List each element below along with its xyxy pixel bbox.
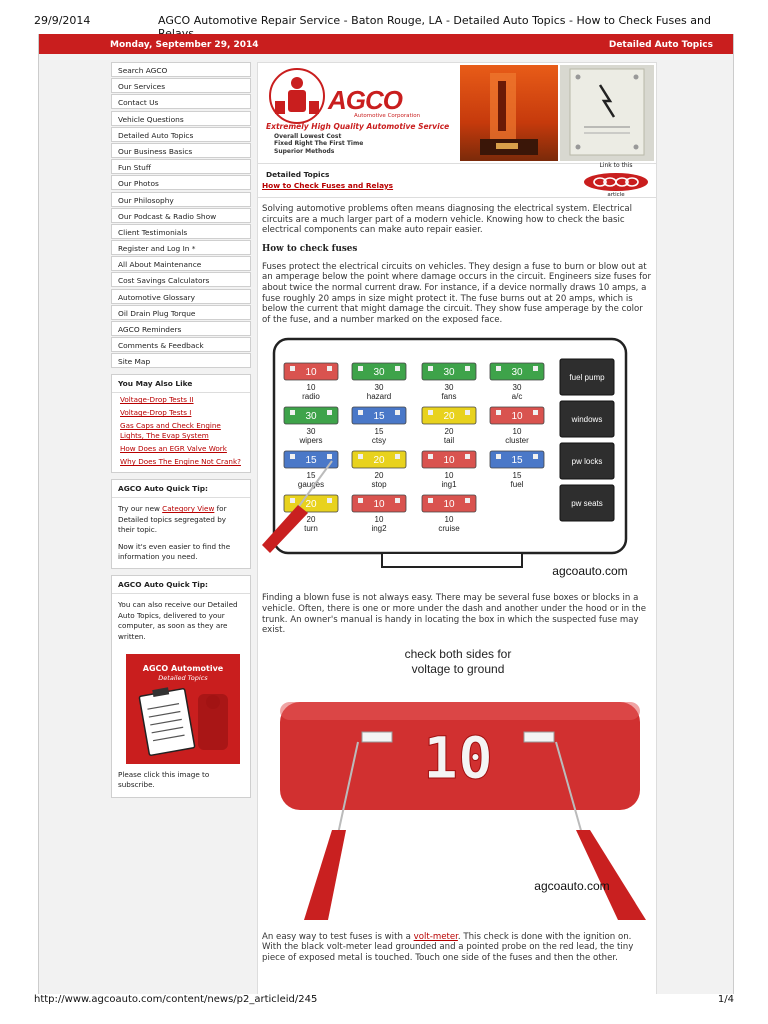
related-link[interactable]: Why Does The Engine Not Crank? (120, 457, 241, 467)
fuse-terminal (327, 366, 332, 371)
main-content (257, 62, 657, 994)
fuse-rating: 20 (444, 427, 454, 437)
article-title-link[interactable]: How to Check Fuses and Relays (262, 181, 394, 190)
link-to-article-badge[interactable] (578, 162, 654, 198)
sidebar-nav-item[interactable]: Site Map (111, 353, 251, 368)
fuses-paragraph: Fuses protect the electrical circuits on vehicles. They design a fuse to burn or blow out at an amperage below the point where damage occurs in the circuit. Engineers size fuses for about twice the normal current draw. For instance, if a device normally draws 10 amps, a fuse roughly 20 amps in size might protect it. The fuse burns out at 20 amps, which is below the current that might damage the circuit. They show fuse amperage by the color of the fuse, and a number marked on the exposed face. (262, 261, 651, 325)
fuse-amp: 10 (443, 499, 455, 511)
sidebar-nav-item[interactable]: All About Maintenance (111, 256, 251, 271)
mechanic-logo-icon (262, 67, 332, 125)
page-frame (38, 34, 734, 994)
fuse-terminal (533, 366, 538, 371)
link-badge-top: Link to this (599, 162, 633, 169)
top-banner (39, 34, 733, 54)
subscribe-image[interactable] (126, 654, 240, 764)
quick-tip-box-1 (111, 479, 251, 569)
print-header (34, 14, 734, 30)
fuse-terminal (496, 454, 501, 459)
article-body (257, 198, 657, 994)
fuse-rating: 10 (306, 383, 316, 393)
related-link[interactable]: How Does an EGR Valve Work (120, 444, 227, 454)
fuse-closeup-figure (262, 644, 652, 924)
print-footer (34, 994, 734, 1008)
fuse-terminal (465, 454, 470, 459)
tip-text-2: Now it's even easier to find the information you need. (118, 541, 231, 561)
volt-meter-link[interactable]: volt-meter (413, 931, 458, 942)
print-url: http://www.agcoauto.com/content/news/p2_articleid/245 (34, 994, 318, 1005)
fuse-circuit-name: turn (304, 524, 318, 534)
fuse-amp: 20 (373, 455, 385, 467)
sidebar-nav-item[interactable]: Our Business Basics (111, 143, 251, 158)
fuse-terminal (496, 410, 501, 415)
fuse-terminal (465, 410, 470, 415)
link-badge-bottom: article (607, 192, 625, 198)
detailed-topics-bar (257, 164, 657, 198)
relay-label: pw locks (571, 457, 603, 467)
voltmeter-paragraph (262, 932, 652, 964)
fuse-rating: 20 (306, 515, 316, 525)
fuse-rating: 10 (512, 427, 522, 437)
fuse-terminal (428, 410, 433, 415)
agco-logo[interactable] (260, 65, 458, 161)
detailed-topics-label: Detailed Topics (266, 170, 330, 179)
logo-subtitle: Automotive Corporation (354, 113, 421, 119)
print-title: AGCO Automotive Repair Service - Baton Rouge, LA - Detailed Auto Topics - How to Check Fuses and (158, 14, 711, 27)
related-title: You May Also Like (112, 375, 250, 393)
fuse-circuit-name: tail (443, 436, 455, 446)
clipboard-mechanic-icon (126, 654, 240, 764)
sidebar-nav-item[interactable]: Contact Us (111, 94, 251, 109)
fuse-terminal (428, 498, 433, 503)
related-link[interactable]: Gas Caps and Check Engine Lights, The Evap System (120, 421, 221, 441)
plaque-icon (560, 65, 654, 161)
sidebar-nav (111, 62, 251, 368)
sidebar-nav-item[interactable]: Oil Drain Plug Torque (111, 305, 251, 320)
fuse-terminal (395, 498, 400, 503)
quick-tip-box-2 (111, 575, 251, 797)
quick-tip-title: AGCO Auto Quick Tip: (112, 576, 250, 594)
fuse-box-diagram (262, 333, 652, 585)
subscribe-image-subtitle: Detailed Topics (158, 674, 208, 683)
fuse-circuit-name: wipers (299, 436, 323, 446)
bullet: Superior Methods (274, 147, 335, 155)
tip-text-after: for Detailed topics segregated by their topic. (118, 504, 227, 535)
fuse-rating: 30 (444, 383, 454, 393)
fuse-terminal (327, 454, 332, 459)
fuse-circuit-name: fuel (510, 480, 524, 490)
fuse-amp-label: 10 (423, 723, 493, 792)
subscribe-image-title: AGCO Automotive (142, 664, 224, 674)
fuse-rating: 15 (306, 471, 316, 481)
fuse-circuit-name: cluster (505, 436, 529, 446)
fuse-terminal (327, 410, 332, 415)
print-date: 29/9/2014 (34, 14, 91, 27)
p3-after: . This check is done with the ignition on. With the black volt-meter lead grounded and a pointed probe on the red lead, the tiny piece of exposed metal is touched. Touch one side of the fuses and then the other. (262, 931, 634, 963)
fuse-terminal (533, 454, 538, 459)
right-test-point (524, 732, 554, 742)
fuse-circuit-name: a/c (511, 392, 523, 402)
fuse-rating: 20 (374, 471, 384, 481)
fuse-circuit-name: gauges (297, 480, 325, 490)
sidebar-nav-item[interactable]: Automotive Glossary (111, 289, 251, 304)
closeup-caption-line-2: voltage to ground (411, 661, 505, 676)
fuse-rating: 10 (444, 515, 454, 525)
fuse-box-connector (382, 553, 522, 567)
fuse-amp: 10 (373, 499, 385, 511)
fuse-terminal (358, 498, 363, 503)
fuse-amp: 30 (373, 367, 385, 379)
fuse-amp: 20 (443, 411, 455, 423)
sidebar (111, 62, 251, 798)
fuse-terminal (465, 366, 470, 371)
bullet: Fixed Right The First Time (274, 140, 364, 148)
fuse-amp: 30 (511, 367, 523, 379)
fuse-amp: 20 (305, 499, 317, 511)
related-box (111, 374, 251, 473)
fuse-closeup-illustration (262, 644, 654, 920)
fuse-circuit-name: ing1 (441, 480, 457, 490)
subscribe-caption: Please click this image to subscribe. (118, 770, 210, 790)
print-page-number: 1/4 (717, 994, 734, 1005)
fuse-rating: 30 (512, 383, 522, 393)
related-list (112, 393, 250, 472)
fuse-circuit-name: radio (302, 392, 320, 402)
fuse-terminal (395, 454, 400, 459)
fuse-terminal (327, 498, 332, 503)
category-view-link[interactable]: Category View (162, 504, 215, 514)
tip-text-before: Try our new (118, 504, 163, 514)
trophy-icon (460, 65, 558, 161)
fuse-circuit-name: cruise (438, 524, 460, 534)
sidebar-nav-item[interactable]: Client Testimonials (111, 224, 251, 239)
logo-text: AGCO (328, 85, 402, 115)
closeup-caption-line-1: check both sides for (404, 646, 512, 661)
intro-paragraph: Solving automotive problems often means diagnosing the electrical system. Electrical circuits are a much larger part of a modern vehicle. Knowing how to check the basic electrical components can make auto repair easier. (262, 204, 633, 236)
sidebar-nav-item[interactable]: AGCO Reminders (111, 321, 251, 336)
fuse-terminal (395, 366, 400, 371)
sidebar-nav-item[interactable]: Fun Stuff (111, 159, 251, 174)
fuse-rating: 10 (374, 515, 384, 525)
sidebar-nav-item[interactable]: Register and Log In * (111, 240, 251, 255)
fuse-rating: 15 (512, 471, 522, 481)
banner-section[interactable]: Detailed Auto Topics (608, 40, 713, 50)
fuse-terminal (358, 454, 363, 459)
sidebar-nav-item[interactable]: Cost Savings Calculators (111, 272, 251, 287)
tagline-bullets (274, 133, 363, 155)
relay-label: windows (571, 415, 603, 425)
finding-fuse-paragraph: Finding a blown fuse is not always easy. There may be several fuse boxes or blocks in a vehicle. Often, there is one or more under the dash and another under the hood or in the trunk. An owner's manual is handy in locating the box in which the suspected fuse may exist. (262, 593, 647, 636)
fuse-rating: 30 (306, 427, 316, 437)
fuse-circuit-name: ing2 (371, 524, 387, 534)
fuse-circuit-name: stop (371, 480, 387, 490)
related-link[interactable]: Voltage-Drop Tests II (120, 395, 194, 405)
fuse-terminal (358, 366, 363, 371)
p3-before: An easy way to test fuses is with a (262, 931, 414, 942)
sidebar-nav-item[interactable]: Search AGCO (111, 62, 251, 77)
fuse-circuit-name: hazard (366, 392, 392, 402)
fuse-circuit-name: fans (441, 392, 457, 402)
relay-label: fuel pump (569, 373, 605, 383)
fuse-terminal (533, 410, 538, 415)
quick-tip-title: AGCO Auto Quick Tip: (112, 480, 250, 498)
sidebar-nav-item[interactable]: Our Services (111, 78, 251, 93)
fuse-circuit-name: ctsy (371, 436, 387, 446)
left-test-point (362, 732, 392, 742)
fusebox-watermark: agcoauto.com (552, 564, 628, 579)
fuse-amp: 15 (373, 411, 385, 423)
fuse-amp: 15 (511, 455, 523, 467)
fuse-terminal (290, 366, 295, 371)
fuse-terminal (290, 454, 295, 459)
fuse-amp: 10 (511, 411, 523, 423)
hero-banner (257, 62, 657, 164)
sidebar-nav-item[interactable]: Comments & Feedback (111, 337, 251, 352)
fuse-amp: 30 (443, 367, 455, 379)
fuse-amp: 10 (305, 367, 317, 379)
closeup-watermark: agcoauto.com (534, 878, 610, 893)
sidebar-nav-item[interactable]: Vehicle Questions (111, 111, 251, 126)
fuse-box-illustration (262, 333, 654, 581)
fuse-amp: 15 (305, 455, 317, 467)
award-plaque-photo (560, 65, 654, 161)
sidebar-nav-item[interactable]: Detailed Auto Topics (111, 127, 251, 142)
fuse-terminal (358, 410, 363, 415)
fuse-terminal (290, 410, 295, 415)
fuse-amp: 30 (305, 411, 317, 423)
subscribe-text: You can also receive our Detailed Auto Topics, delivered to your computer, as soon as they are written. (118, 600, 238, 641)
fuse-rating: 15 (374, 427, 384, 437)
related-link[interactable]: Voltage-Drop Tests I (120, 408, 192, 418)
fuse-terminal (428, 366, 433, 371)
bullet: Overall Lowest Cost (274, 133, 342, 140)
tagline: Extremely High Quality Automotive Service (266, 122, 450, 131)
section-heading: How to check fuses (262, 243, 358, 254)
fuse-terminal (496, 366, 501, 371)
banner-date: Monday, September 29, 2014 (110, 40, 259, 50)
fuse-terminal (395, 410, 400, 415)
trophy-photo (460, 65, 558, 161)
fuse-terminal (465, 498, 470, 503)
sidebar-nav-item[interactable]: Our Philosophy (111, 192, 251, 207)
fuse-rating: 30 (374, 383, 384, 393)
sidebar-nav-item[interactable]: Our Podcast & Radio Show (111, 208, 251, 223)
quick-tip-text (112, 498, 250, 568)
fuse-terminal (290, 498, 295, 503)
fuse-terminal (428, 454, 433, 459)
fuse-rating: 10 (444, 471, 454, 481)
fuse-amp: 10 (443, 455, 455, 467)
relay-label: pw seats (571, 499, 603, 509)
sidebar-nav-item[interactable]: Our Photos (111, 175, 251, 190)
